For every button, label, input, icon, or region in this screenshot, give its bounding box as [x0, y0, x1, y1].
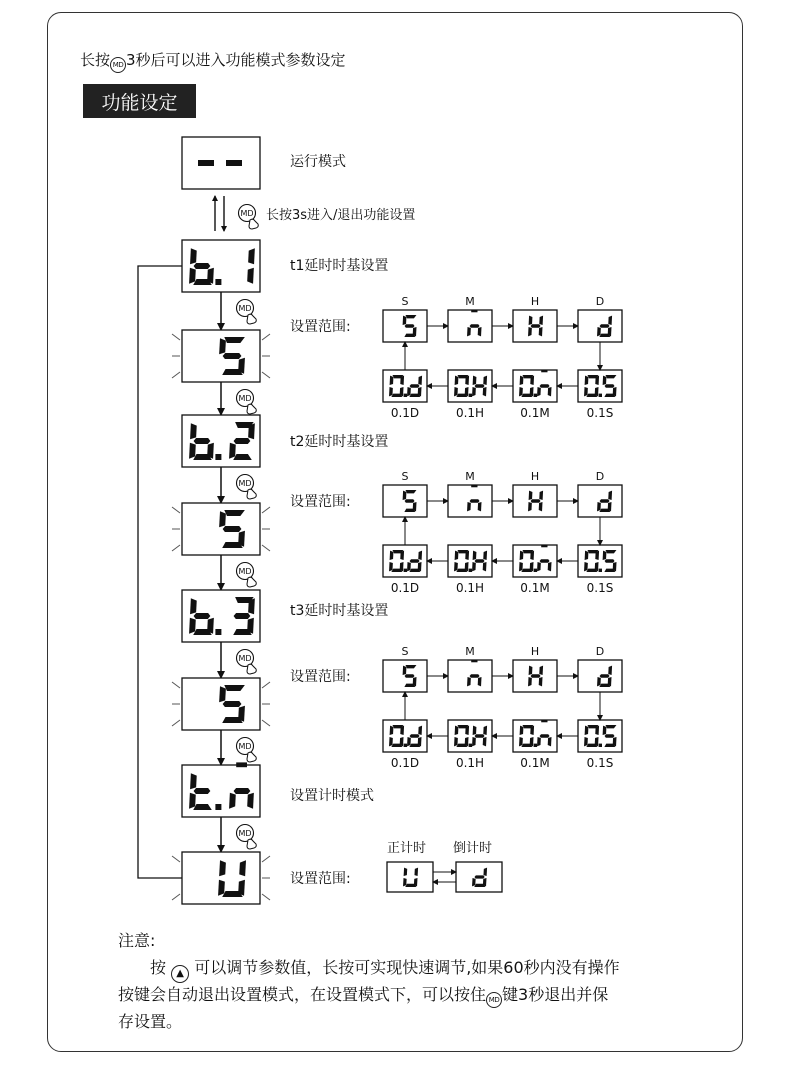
range-1-unit-1: [383, 310, 427, 342]
label-t2-timebase: t2延时时基设置: [290, 434, 389, 450]
range-1-bottom-label-4: 0.1S: [586, 406, 614, 420]
range-1-unit-b1: [383, 370, 427, 402]
finger-icon: [247, 404, 256, 414]
range-2-unit-1: [383, 485, 427, 517]
display-b1: [182, 240, 260, 292]
range-2-top-label-1: S: [401, 470, 409, 483]
range-2-bottom-label-2: 0.1H: [455, 581, 485, 595]
label-enter-exit: 长按3s进入/退出功能设置: [266, 208, 416, 223]
md-icon-enter: [239, 205, 259, 230]
range-3-unit-b4: [578, 720, 622, 752]
finger-icon: [247, 664, 256, 674]
range-1-top-label-2: M: [465, 295, 475, 308]
range-2-unit-b1: [383, 545, 427, 577]
range-2-bottom-label-4: 0.1S: [586, 581, 614, 595]
range-1-unit-b3: [513, 370, 557, 402]
range-3-top-label-4: D: [595, 645, 605, 658]
md-icon-1: [237, 300, 257, 325]
md-icon-7: [237, 825, 257, 850]
note-line-1: 按 ▲ 可以调节参数值，长按可实现快速调节,如果60秒内没有操作: [118, 954, 678, 983]
svg-text:MD: MD: [238, 394, 252, 403]
range-1-top-label-1: S: [401, 295, 409, 308]
display-run-mode: [182, 137, 260, 189]
note-line-3: 存设置。: [118, 1012, 183, 1031]
intro-text: 长按 MD 3秒后可以进入功能模式参数设定: [80, 53, 346, 73]
note-title: 注意:: [118, 931, 156, 950]
display-b2: [182, 415, 260, 467]
range-3-bottom-label-2: 0.1H: [455, 756, 485, 770]
range-3-unit-b1: [383, 720, 427, 752]
label-count-down: 倒计时: [453, 841, 493, 856]
range-3-top-label-3: H: [530, 645, 540, 658]
md-button-icon: MD: [110, 57, 126, 73]
loop-return-line: [138, 266, 182, 878]
range-1-top-label-3: H: [530, 295, 540, 308]
range-2-top-label-3: H: [530, 470, 540, 483]
section-title: 功能设定: [83, 84, 196, 118]
label-t3-timebase: t3延时时基设置: [290, 603, 389, 619]
range-2-unit-2: [448, 485, 492, 517]
count-up-display: [387, 862, 433, 892]
up-arrow-icon: ▲: [171, 965, 189, 983]
range-3-unit-1: [383, 660, 427, 692]
range-1-unit-2: [448, 310, 492, 342]
finger-icon: [249, 219, 258, 229]
label-t1-timebase: t1延时时基设置: [290, 258, 389, 274]
label-range-3: 设置范围:: [290, 669, 351, 685]
display-value-4: [182, 852, 260, 904]
range-3-top-label-1: S: [401, 645, 409, 658]
display-value-1: [182, 330, 260, 382]
finger-icon: [247, 839, 256, 849]
range-1-unit-b2: [448, 370, 492, 402]
range-1-bottom-label-1: 0.1D: [390, 406, 420, 420]
range-2-unit-b4: [578, 545, 622, 577]
range-1-unit-4: [578, 310, 622, 342]
range-2-bottom-label-3: 0.1M: [520, 581, 550, 595]
label-range-1: 设置范围:: [290, 319, 351, 335]
finger-icon: [247, 314, 256, 324]
range-1-bottom-label-3: 0.1M: [520, 406, 550, 420]
svg-text:MD: MD: [238, 829, 252, 838]
range-2-unit-b2: [448, 545, 492, 577]
range-1-unit-b4: [578, 370, 622, 402]
range-2-bottom-label-1: 0.1D: [390, 581, 420, 595]
label-timer-mode: 设置计时模式: [290, 788, 374, 804]
range-2-unit-4: [578, 485, 622, 517]
svg-text:MD: MD: [238, 742, 252, 751]
range-1-top-label-4: D: [595, 295, 605, 308]
finger-icon: [247, 489, 256, 499]
finger-icon: [247, 577, 256, 587]
md-icon-6: [237, 738, 257, 763]
svg-text:MD: MD: [238, 567, 252, 576]
svg-text:MD: MD: [238, 304, 252, 313]
range-3-unit-3: [513, 660, 557, 692]
range-2-unit-b3: [513, 545, 557, 577]
md-icon-2: [237, 390, 257, 415]
finger-icon: [247, 752, 256, 762]
label-run-mode: 运行模式: [290, 154, 346, 170]
display-value-2: [182, 503, 260, 555]
range-3-unit-b2: [448, 720, 492, 752]
display-value-3: [182, 678, 260, 730]
range-3-bottom-label-4: 0.1S: [586, 756, 614, 770]
display-b3: [182, 590, 260, 642]
range-3-top-label-2: M: [465, 645, 475, 658]
range-2-top-label-4: D: [595, 470, 605, 483]
range-3-unit-b3: [513, 720, 557, 752]
range-3-unit-4: [578, 660, 622, 692]
range-3-bottom-label-1: 0.1D: [390, 756, 420, 770]
label-range-4: 设置范围:: [290, 871, 351, 887]
note-line-2: 按键会自动退出设置模式，在设置模式下，可以按住 MD 键3秒退出并保: [118, 981, 678, 1008]
label-count-up: 正计时: [387, 841, 427, 856]
svg-text:MD: MD: [240, 209, 254, 218]
md-button-icon: MD: [486, 992, 502, 1008]
label-range-2: 设置范围:: [290, 494, 351, 510]
range-3-unit-2: [448, 660, 492, 692]
svg-text:MD: MD: [238, 479, 252, 488]
md-icon-4: [237, 563, 257, 588]
md-icon-5: [237, 650, 257, 675]
display-tm: [182, 762, 260, 817]
range-1-bottom-label-2: 0.1H: [455, 406, 485, 420]
range-2-top-label-2: M: [465, 470, 475, 483]
range-1-unit-3: [513, 310, 557, 342]
range-2-unit-3: [513, 485, 557, 517]
svg-text:MD: MD: [238, 654, 252, 663]
count-down-display: [456, 862, 502, 892]
range-3-bottom-label-3: 0.1M: [520, 756, 550, 770]
md-icon-3: [237, 475, 257, 500]
